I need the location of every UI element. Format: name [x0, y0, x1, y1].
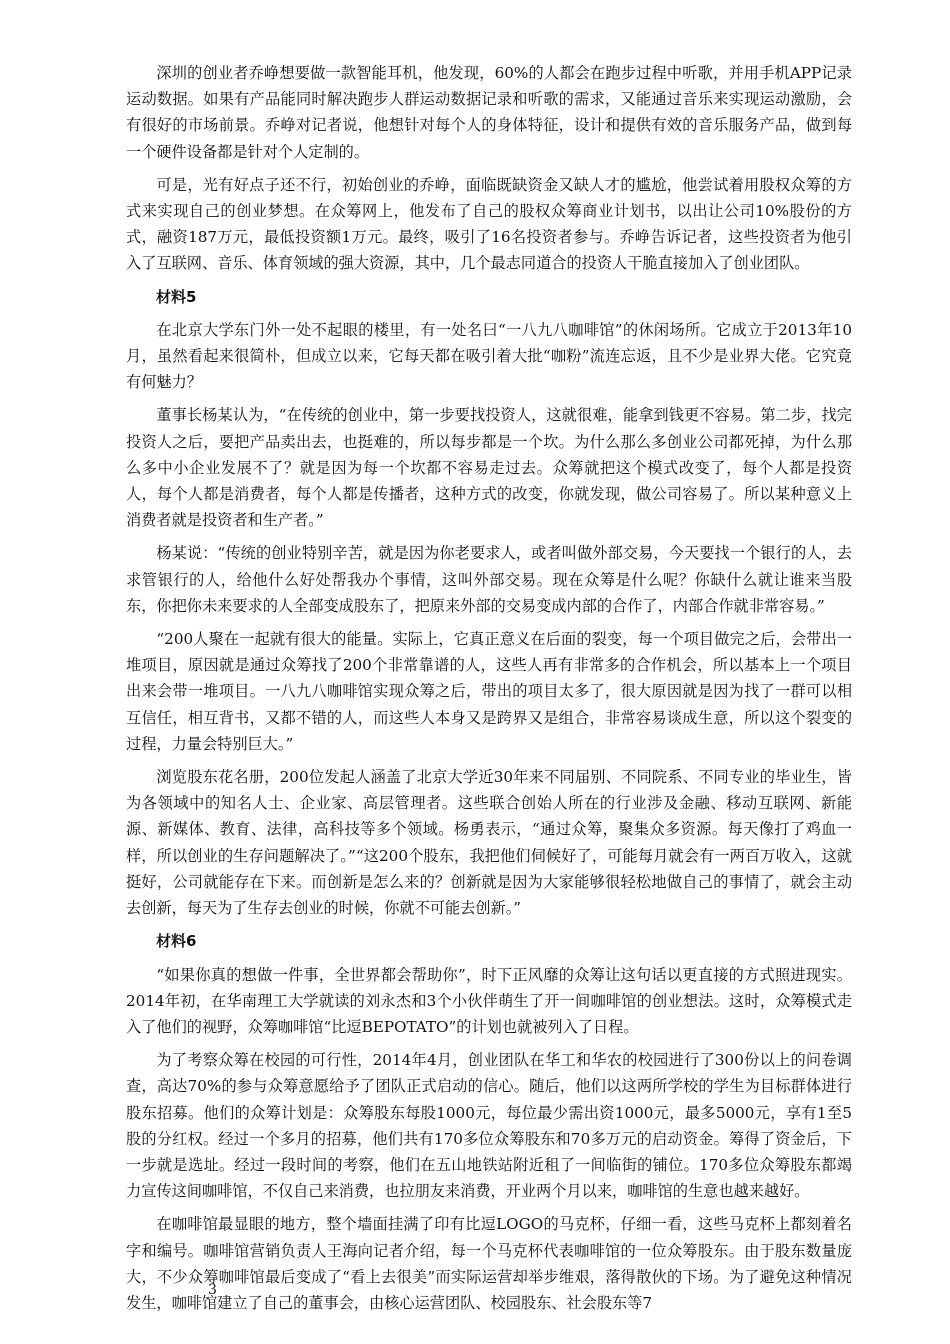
- paragraph: 深圳的创业者乔峥想要做一款智能耳机，他发现，60%的人都会在跑步过程中听歌，并用手机APP记录运动数据。如果有产品能同时解决跑步人群运动数据记录和听歌的需求，又能通过音乐来实现运动激励，会有很好的市场前景。乔峥对记者说，他想针对每个人的身体特征，设计和提供有效的音乐服务产品，做到每一个硬件设备都是针对个人定制的。: [126, 64, 852, 161]
- paragraph: “如果你真的想做一件事，全世界都会帮助你”，时下正风靡的众筹让这句话以更直接的方式照进现实。2014年初，在华南理工大学就读的刘永杰和3个小伙伴萌生了开一间咖啡馆的创业想法。这时，众筹模式走入了他们的视野，众筹咖啡馆“比逗BEPOTATO”的计划也就被列入了日程。: [126, 965, 852, 1036]
- section-heading-5: 材料5: [156, 287, 197, 306]
- section-heading-6: 材料6: [156, 932, 197, 951]
- paragraph: 浏览股东花名册，200位发起人涵盖了北京大学近30年来不同届别、不同院系、不同专业的毕业生，皆为各领域中的知名人士、企业家、高层管理者。这些联合创始人所在的行业涉及金融、移动互联网、新能源、新媒体、教育、法律，高科技等多个领域。杨勇表示，“通过众筹，聚集众多资源。每天像打了鸡血一样，所以创业的生存问题解决了。”“这200个股东，我把他们伺候好了，可能每月就会有一两百万收入，这就挺好，公司就能存在下来。而创新是怎么来的？创新就是因为大家能够很轻松地做自己的事情了，就会主动去创新，每天为了生存去创业的时候，你就不可能去创新。”: [126, 768, 852, 918]
- paragraph: 可是，光有好点子还不行，初始创业的乔峥，面临既缺资金又缺人才的尴尬，他尝试着用股权众筹的方式来实现自己的创业梦想。在众筹网上，他发布了自己的股权众筹商业计划书，以出让公司10%股份的方式，融资187万元，最低投资额1万元。最终，吸引了16名投资者参与。乔峥告诉记者，这些投资者为他引入了互联网、音乐、体育领域的强大资源，其中，几个最志同道合的投资人干脆直接加入了创业团队。: [126, 175, 852, 273]
- paragraph: “200人聚在一起就有很大的能量。实际上，它真正意义在后面的裂变，每一个项目做完之后，会带出一堆项目，原因就是通过众筹找了200个非常靠谱的人，这些人再有非常多的合作机会，所以基本上一个项目出来会带一堆项目。一八九八咖啡馆实现众筹之后，带出的项目太多了，很大原因就是因为找了一群可以相互信任，相互背书，又都不错的人，而这些人本身又是跨界又是组合，非常容易谈成生意，所以这个裂变的过程，力量会特别巨大。”: [126, 630, 852, 753]
- paragraph: 在咖啡馆最显眼的地方，整个墙面挂满了印有比逗LOGO的马克杯，仔细一看，这些马克杯上都刻着名字和编号。咖啡馆营销负责人王海向记者介绍，每一个马克杯代表咖啡馆的一位众筹股东。由于股东数量庞大，不少众筹咖啡馆最后变成了“看上去很美”而实际运营却举步维艰，落得散伙的下场。为了避免这种情况发生，咖啡馆建立了自己的董事会，由核心运营团队、校园股东、社会股东等7: [126, 1215, 852, 1312]
- paragraph: 董事长杨某认为，“在传统的创业中，第一步要找投资人，这就很难，能拿到钱更不容易。第二步，找完投资人之后，要把产品卖出去，也挺难的，所以每步都是一个坎。为什么那么多创业公司都死掉，为什么那么多中小企业发展不了？就是因为每一个坎都不容易走过去。众筹就把这个模式改变了，每个人都是投资人，每个人都是消费者，每个人都是传播者，这种方式的改变，你就发现，做公司容易了。所以某种意义上消费者就是投资者和生产者。”: [126, 406, 852, 530]
- paragraph: 在北京大学东门外一处不起眼的楼里，有一处名曰“一八九八咖啡馆”的休闲场所。它成立于2013年10月，虽然看起来很简朴，但成立以来，它每天都在吸引着大批“咖粉”流连忘返，且不少是业界大佬。它究竟有何魅力？: [126, 320, 852, 392]
- page-number: 3: [208, 1282, 217, 1298]
- paragraph: 为了考察众筹在校园的可行性，2014年4月，创业团队在华工和华农的校园进行了300份以上的问卷调查，高达70%的参与众筹意愿给予了团队正式启动的信心。随后，他们以这两所学校的学生为目标群体进行股东招募。他们的众筹计划是：众筹股东每股1000元，每位最少需出资1000元，最多5000元，享有1至5股的分红权。经过一个多月的招募，他们共有170多位众筹股东和70多万元的启动资金。筹得了资金后，下一步就是选址。经过一段时间的考察，他们在五山地铁站附近租了一间临街的铺位。170多位众筹股东都竭力宣传这间咖啡馆，不仅自己来消费，也拉朋友来消费，开业两个月以来，咖啡馆的生意也越来越好。: [126, 1051, 852, 1201]
- paragraph: 杨某说：“传统的创业特别辛苦，就是因为你老要求人，或者叫做外部交易，今天要找一个银行的人，去求管银行的人，给他什么好处帮我办个事情，这叫外部交易。现在众筹是什么呢？你缺什么就让谁来当股东，你把你未来要求的人全部变成股东了，把原来外部的交易变成内部的合作了，内部合作就非常容易。”: [126, 544, 852, 615]
- page-body: [126, 60, 852, 1323]
